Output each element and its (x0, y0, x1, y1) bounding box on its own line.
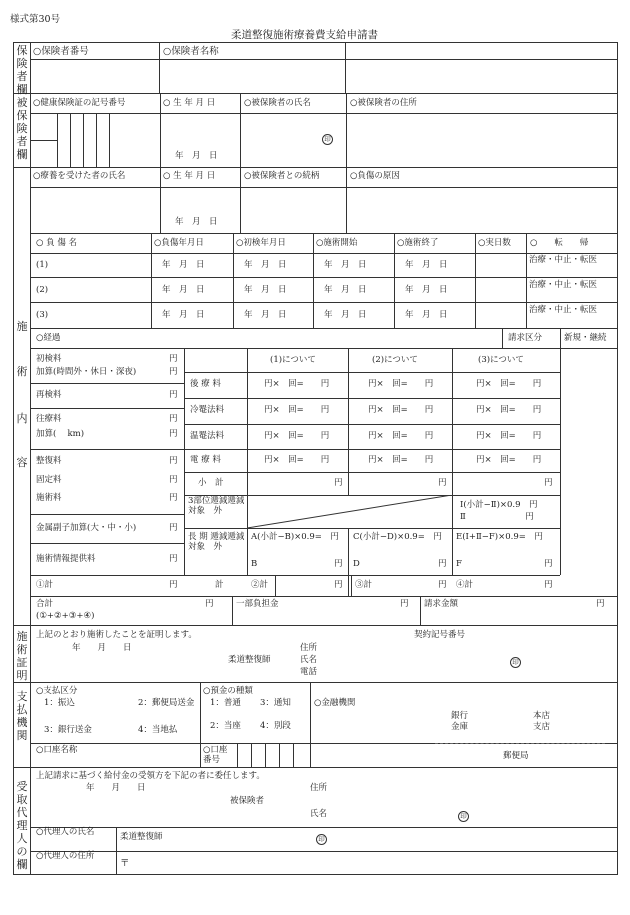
insured-dob-label: ○ 生 年 月 日 (163, 98, 216, 108)
side-treatment-2: 術 (16, 365, 28, 378)
fee-initial: 初検料 (36, 354, 62, 364)
card-number-label: ○健康保険証の記号番号 (33, 98, 126, 108)
side-insured: 被保険者欄 (16, 96, 28, 161)
cert-seal: 印 (510, 656, 521, 668)
dep-3: 3：通知 (260, 698, 291, 708)
therapy-formula: 円× 回= 円 (368, 455, 434, 465)
therapy-yen: 円 (544, 559, 553, 569)
therapy-formula: 円× 回= 円 (264, 405, 330, 415)
therapy-formula: 円× 回= 円 (476, 455, 542, 465)
therapy-formula: 円× 回= 円 (368, 431, 434, 441)
three-part-formula-1: I(小計−Ⅱ)×0.9 円 (460, 500, 538, 510)
injury-row-2-no: (2) (36, 285, 49, 295)
long-d: D (353, 559, 360, 569)
postal-mark: 〒 (120, 858, 130, 869)
injury-col-outcome: ○ 転 帰 (530, 238, 589, 248)
total-mid-label: 計 (215, 580, 224, 590)
injury-row-2-ymd: 年 月 日 (162, 285, 205, 295)
total-1-label: ①計 (36, 580, 54, 590)
therapy-col-3: (3)について (478, 355, 524, 365)
injury-cause-label: ○負傷の原因 (350, 171, 400, 181)
injury-row-2-ymd-b: 年 月 日 (244, 285, 287, 295)
injury-row-1-ymd-b: 年 月 日 (244, 260, 287, 270)
fee-yen: 円 (169, 354, 178, 364)
fee-house: 往療料 (36, 414, 62, 424)
long-a: A(小計−B)×0.9= 円 (251, 532, 339, 542)
side-treatment-1: 施 (16, 320, 28, 333)
total-yen: 円 (438, 580, 447, 590)
long-b: B (251, 559, 258, 569)
fin-label: ○金融機関 (314, 698, 356, 708)
dep-4: 4：別段 (260, 721, 291, 731)
billing-class-label: 請求区分 (508, 333, 543, 343)
therapy-yen: 円 (438, 559, 447, 569)
therapy-subtotal-label: 小 計 (198, 478, 224, 488)
head-office-label: 本店 (533, 711, 551, 721)
cert-date: 年 月 日 (72, 643, 132, 653)
side-cert: 施術証明 (16, 630, 28, 682)
therapy-col-1: (1)について (270, 355, 316, 365)
injury-row-3-outcome: 治療・中止・転医 (529, 305, 598, 315)
acct-no-label: ○口座番号 (203, 745, 228, 765)
fee-revisit: 再検料 (36, 390, 62, 400)
pay-opt-3: 3：銀行送金 (44, 725, 92, 735)
injury-row-3-no: (3) (36, 310, 49, 320)
fee-yen: 円 (169, 429, 178, 439)
therapy-formula: 円× 回= 円 (368, 379, 434, 389)
long-e: E(I+Ⅱ−F)×0.9= 円 (456, 532, 543, 542)
fee-house-add: 加算( km) (36, 429, 85, 439)
therapy-formula: 円× 回= 円 (264, 379, 330, 389)
therapy-col-2: (2)について (372, 355, 418, 365)
side-treatment-3: 内 (16, 412, 28, 425)
cert-practitioner: 柔道整復師 (228, 655, 271, 665)
therapy-yen: 円 (334, 559, 343, 569)
proxy-insured-label: 被保険者 (230, 796, 265, 806)
proxy-date: 年 月 日 (86, 783, 146, 793)
fee-reduction: 整復料 (36, 456, 62, 466)
insured-dob-ymd: 年 月 日 (175, 151, 218, 161)
total-yen: 円 (544, 580, 553, 590)
total-3-label: ③計 (355, 580, 373, 590)
three-part-formula-2: Ⅱ 円 (460, 512, 534, 522)
total-yen: 円 (334, 580, 343, 590)
insured-name-label: ○被保険者の氏名 (244, 98, 311, 108)
deposit-label: ○預金の種類 (203, 686, 253, 696)
injury-col-name: ○ 負 傷 名 (36, 238, 78, 248)
therapy-cold-label: 冷罨法料 (190, 405, 225, 415)
injury-row-1-ymd: 年 月 日 (162, 260, 205, 270)
injury-col-date: ○負傷年月日 (154, 238, 204, 248)
acct-name-label: ○口座名称 (36, 745, 78, 755)
proxy-name-label: 氏名 (310, 809, 328, 819)
therapy-formula: 円× 回= 円 (264, 455, 330, 465)
long-f: F (456, 559, 462, 569)
injury-row-2-outcome: 治療・中止・転医 (529, 280, 598, 290)
patient-dob-ymd: 年 月 日 (175, 217, 218, 227)
agent-address-label: ○代理人の住所 (36, 851, 95, 861)
form-number: 様式第30号 (10, 14, 61, 25)
therapy-yen: 円 (438, 478, 447, 488)
patient-dob-label: ○ 生 年 月 日 (163, 171, 216, 181)
therapy-yen: 円 (544, 478, 553, 488)
therapy-formula: 円× 回= 円 (476, 431, 542, 441)
fee-initial-add: 加算(時間外・休日・深夜) (36, 367, 137, 377)
injury-col-end: ○施術終了 (397, 238, 439, 248)
dep-2: 2：当座 (210, 721, 241, 731)
fee-treatment: 施術料 (36, 493, 62, 503)
bank-label: 銀行 (451, 711, 469, 721)
fee-yen: 円 (169, 456, 178, 466)
injury-col-days: ○実日数 (478, 238, 511, 248)
injury-col-first: ○初検年月日 (236, 238, 286, 248)
injury-row-2-ymd-c: 年 月 日 (324, 285, 367, 295)
side-insurer: 保険者欄 (16, 44, 28, 96)
cert-text: 上記のとおり施術したことを証明します。 (36, 630, 197, 640)
total-yen: 円 (205, 599, 214, 609)
total-2-label: ②計 (251, 580, 269, 590)
three-part-label: 3部位逓減逓減対象 外 (188, 496, 245, 516)
fee-yen: 円 (169, 554, 178, 564)
billing-class-value: 新規・継続 (564, 333, 607, 343)
side-proxy: 受取代理人の欄 (16, 780, 28, 871)
copay-label: 一部負担金 (236, 599, 279, 609)
therapy-after-label: 後 療 料 (190, 379, 221, 389)
branch-label: 支店 (533, 722, 551, 732)
therapy-yen: 円 (334, 478, 343, 488)
pay-opt-4: 4：当地払 (138, 725, 178, 735)
total-yen: 円 (400, 599, 409, 609)
cert-address-label: 住所 (300, 643, 318, 653)
agent-name-label: ○代理人の氏名 (36, 827, 95, 837)
diagonal-strike (247, 495, 452, 528)
total-yen: 円 (596, 599, 605, 609)
claim-label: 請求金額 (424, 599, 459, 609)
patient-relation-label: ○被保険者との続柄 (244, 171, 320, 181)
injury-row-3-ymd-c: 年 月 日 (324, 310, 367, 320)
dep-1: 1：普通 (210, 698, 241, 708)
grand-total-label: 合計 (36, 599, 54, 609)
shinkin-label: 金庫 (451, 722, 469, 732)
fee-yen: 円 (169, 493, 178, 503)
injury-row-1-no: (1) (36, 260, 49, 270)
long-term-label: 長 期 逓減逓減対象 外 (188, 532, 245, 552)
fee-yen: 円 (169, 523, 178, 533)
fee-info: 施術情報提供料 (36, 554, 96, 564)
fee-yen: 円 (169, 475, 178, 485)
long-c: C(小計−D)×0.9= 円 (353, 532, 442, 542)
side-payment: 支払機関 (16, 690, 28, 742)
therapy-electric-label: 電 療 料 (190, 455, 221, 465)
fee-splint: 金属副子加算(大・中・小) (36, 523, 137, 533)
fee-fixation: 固定料 (36, 475, 62, 485)
post-office-label: 郵便局 (503, 751, 529, 761)
injury-row-1-ymd-d: 年 月 日 (405, 260, 448, 270)
therapy-warm-label: 温罨法料 (190, 431, 225, 441)
insured-seal: 印 (322, 133, 333, 145)
injury-row-3-ymd-d: 年 月 日 (405, 310, 448, 320)
injury-col-start: ○施術開始 (316, 238, 358, 248)
proxy-seal: 印 (458, 810, 469, 822)
total-4-label: ④計 (456, 580, 474, 590)
contract-label: 契約記号番号 (414, 630, 466, 640)
injury-row-2-ymd-d: 年 月 日 (405, 285, 448, 295)
injury-row-1-ymd-c: 年 月 日 (324, 260, 367, 270)
fee-yen: 円 (169, 414, 178, 424)
page-title: 柔道整復施術療養費支給申請書 (231, 29, 378, 41)
cert-phone-label: 電話 (300, 667, 318, 677)
therapy-formula: 円× 回= 円 (264, 431, 330, 441)
therapy-formula: 円× 回= 円 (476, 405, 542, 415)
pay-opt-1: 1：振込 (44, 698, 75, 708)
pay-method-label: ○支払区分 (36, 686, 78, 696)
side-treatment-4: 容 (16, 456, 28, 469)
insurer-name-label: ○保険者名称 (163, 46, 219, 57)
fee-yen: 円 (169, 367, 178, 377)
grand-total-formula: (①+②+③+④) (36, 611, 95, 621)
agent-seal: 印 (316, 833, 327, 845)
injury-row-3-ymd: 年 月 日 (162, 310, 205, 320)
insured-address-label: ○被保険者の住所 (350, 98, 417, 108)
cert-name-label: 氏名 (300, 655, 318, 665)
agent-name-value: 柔道整復師 (120, 832, 163, 842)
injury-row-1-outcome: 治療・中止・転医 (529, 255, 598, 265)
proxy-address-label: 住所 (310, 783, 328, 793)
fee-yen: 円 (169, 390, 178, 400)
insurer-number-label: ○保険者番号 (33, 46, 89, 57)
proxy-text: 上記請求に基づく給付金の受領方を下記の者に委任します。 (36, 771, 265, 781)
patient-name-label: ○療養を受けた者の氏名 (33, 171, 126, 181)
total-yen: 円 (169, 580, 178, 590)
pay-opt-2: 2：郵便局送金 (138, 698, 195, 708)
progress-label: ○経過 (36, 333, 61, 343)
injury-row-3-ymd-b: 年 月 日 (244, 310, 287, 320)
therapy-formula: 円× 回= 円 (368, 405, 434, 415)
therapy-formula: 円× 回= 円 (476, 379, 542, 389)
